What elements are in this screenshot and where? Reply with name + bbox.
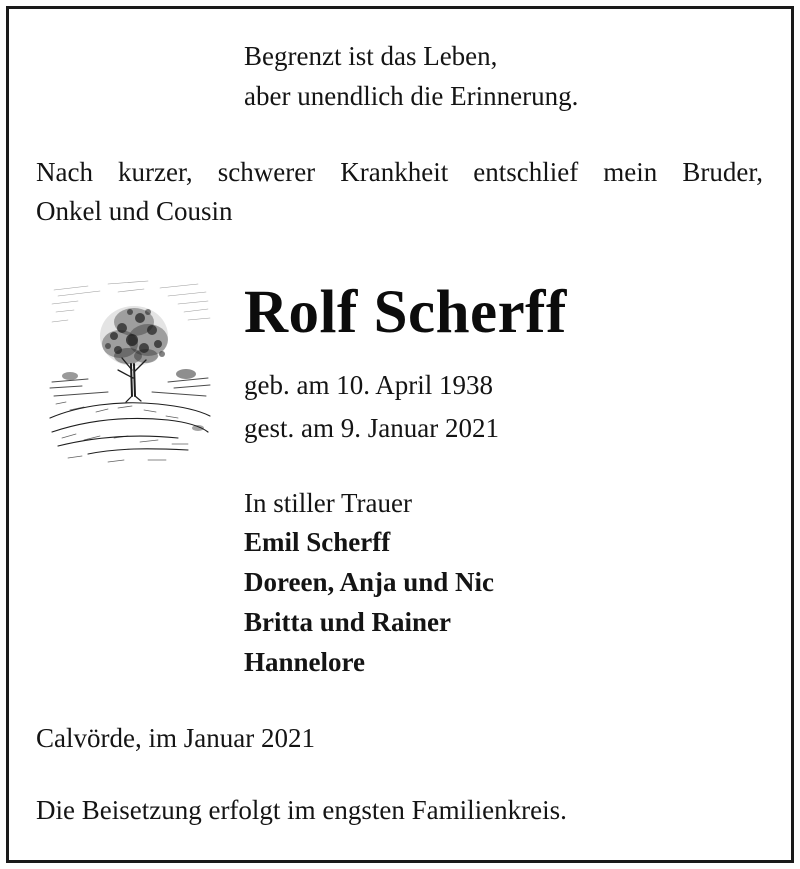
verse-line-2: aber unendlich die Erinnerung. (244, 81, 579, 111)
deceased-name: Rolf Scherff (244, 279, 567, 346)
mourner-name: Hannelore (244, 647, 365, 677)
mourning-heading: In stiller Trauer (244, 488, 412, 518)
burial-note: Die Beisetzung erfolgt im engsten Familienkreis. (36, 795, 567, 825)
death-date: gest. am 9. Januar 2021 (244, 413, 499, 443)
mourner-name: Emil Scherff (244, 527, 391, 557)
intro-line-2: Onkel und Cousin (36, 196, 233, 226)
tree-landscape-icon (48, 278, 213, 468)
intro-line-1: Nach kurzer, schwerer Krankheit entschlief mein Bruder, (36, 157, 763, 187)
mourner-name: Britta und Rainer (244, 607, 452, 637)
place-and-date: Calvörde, im Januar 2021 (36, 723, 315, 753)
mourner-name: Doreen, Anja und Nic (244, 567, 495, 597)
verse-line-1: Begrenzt ist das Leben, (244, 41, 498, 71)
birth-date: geb. am 10. April 1938 (244, 370, 493, 400)
